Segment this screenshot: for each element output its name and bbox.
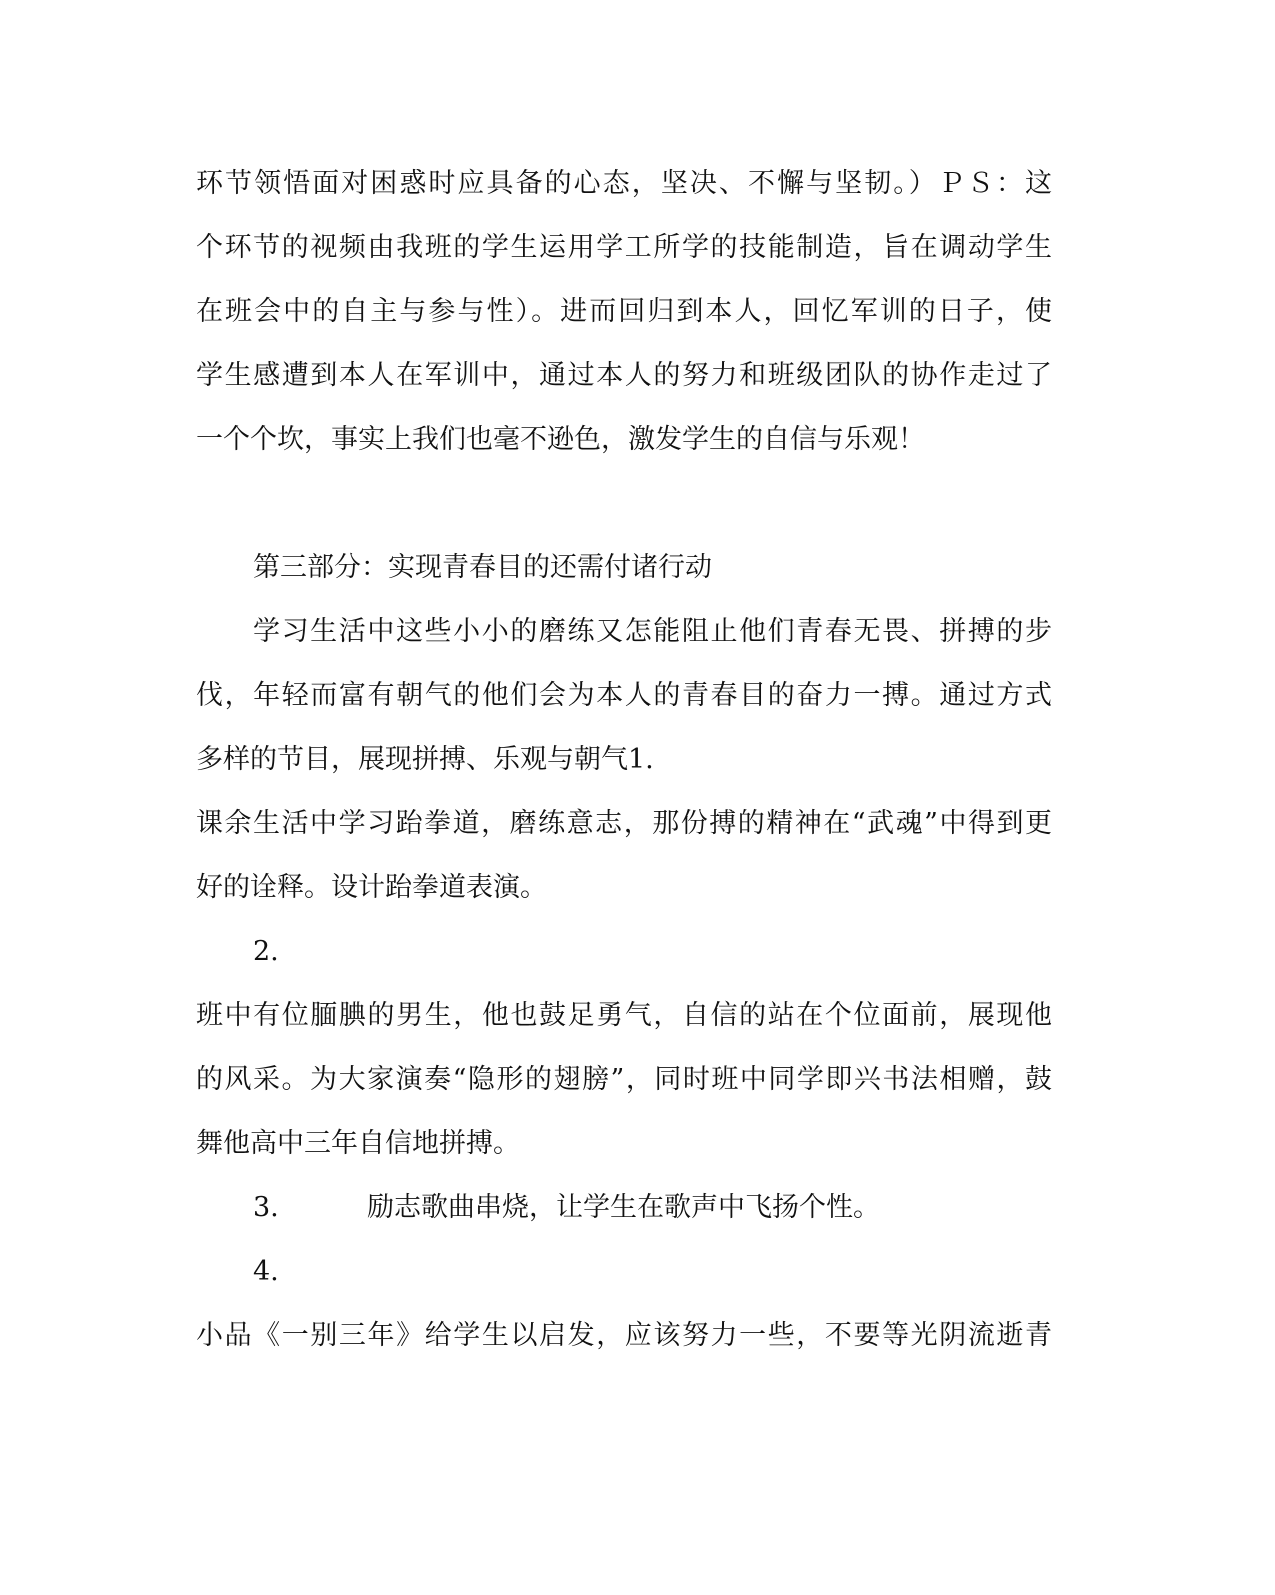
list-item-number: 3. — [253, 1192, 279, 1223]
paragraph-line: 多样的节目，展现拼搏、乐观与朝气1. — [196, 744, 654, 775]
paragraph-line: 学习生活中这些小小的磨练又怎能阻止他们青春无畏、拼搏的步 — [253, 616, 1052, 647]
paragraph-line: 学生感遭到本人在军训中，通过本人的努力和班级团队的协作走过了 — [196, 360, 1052, 391]
list-item-text: 励志歌曲串烧，让学生在歌声中飞扬个性。 — [367, 1192, 880, 1223]
paragraph-line: 在班会中的自主与参与性）。进而回归到本人，回忆军训的日子，使 — [196, 296, 1052, 327]
paragraph-line: 舞他高中三年自信地拼搏。 — [196, 1128, 520, 1159]
paragraph-line: 班中有位腼腆的男生，他也鼓足勇气，自信的站在个位面前，展现他 — [196, 1000, 1052, 1031]
paragraph-line: 一个个坎，事实上我们也毫不逊色，激发学生的自信与乐观！ — [196, 424, 925, 455]
paragraph-line: 的风采。为大家演奏“隐形的翅膀”，同时班中同学即兴书法相赠，鼓 — [196, 1064, 1052, 1095]
paragraph-line: 好的诠释。设计跆拳道表演。 — [196, 872, 547, 903]
section-heading: 第三部分：实现青春目的还需付诸行动 — [253, 552, 712, 583]
list-item-number: 4. — [253, 1256, 279, 1287]
list-item-number: 2. — [253, 936, 279, 967]
paragraph-line: 课余生活中学习跆拳道，磨练意志，那份搏的精神在“武魂”中得到更 — [196, 808, 1052, 839]
paragraph-line: 小品《一别三年》给学生以启发，应该努力一些，不要等光阴流逝青 — [196, 1320, 1052, 1351]
paragraph-line: 伐，年轻而富有朝气的他们会为本人的青春目的奋力一搏。通过方式 — [196, 680, 1052, 711]
paragraph-line: 个环节的视频由我班的学生运用学工所学的技能制造，旨在调动学生 — [196, 232, 1052, 263]
paragraph-line: 环节领悟面对困惑时应具备的心态，坚决、不懈与坚韧。）ＰＳ：这 — [196, 168, 1052, 199]
